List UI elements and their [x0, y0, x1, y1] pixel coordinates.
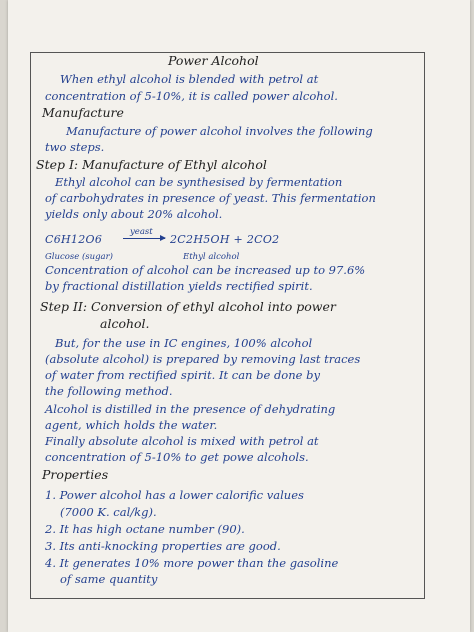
property-4-cont: of same quantity — [60, 572, 158, 586]
step2-line-1: But, for the use in IC engines, 100% alcohol — [55, 336, 313, 350]
property-1: 1. Power alcohol has a lower calorific values — [45, 488, 304, 502]
property-1-cont: (7000 K. cal/kg). — [60, 505, 157, 519]
product-name: Ethyl alcohol — [183, 252, 240, 262]
step1-after-line-1: Concentration of alcohol can be increased up to 97.6% — [45, 263, 366, 277]
manufacture-line-2: two steps. — [45, 140, 105, 154]
notebook-page — [8, 0, 470, 632]
step2-more-line-4: concentration of 5-10% to get powe alcohols. — [45, 450, 309, 464]
reaction-products: 2C2H5OH + 2CO2 — [170, 233, 280, 246]
step2-line-3: of water from rectified spirit. It can be done by — [45, 368, 320, 382]
property-2: 2. It has high octane number (90). — [45, 522, 245, 536]
manufacture-heading: Manufacture — [42, 105, 124, 120]
property-3: 3. Its anti-knocking properties are good. — [45, 539, 281, 553]
step2-heading-line-1: Step II: Conversion of ethyl alcohol into power — [40, 299, 336, 314]
page-title: Power Alcohol — [168, 53, 259, 68]
reaction-arrow-icon — [123, 238, 165, 239]
step1-heading: Step I: Manufacture of Ethyl alcohol — [36, 157, 267, 172]
intro-line-1: When ethyl alcohol is blended with petrol at — [60, 72, 319, 86]
reactant-name: Glucose (sugar) — [45, 252, 113, 262]
step1-line-3: yields only about 20% alcohol. — [45, 207, 223, 221]
properties-heading: Properties — [42, 467, 109, 482]
property-4: 4. It generates 10% more power than the gasoline — [45, 556, 339, 570]
step2-more-line-2: agent, which holds the water. — [45, 418, 218, 432]
step2-line-2: (absolute alcohol) is prepared by removing last traces — [45, 352, 361, 366]
step2-heading-line-2: alcohol. — [100, 316, 150, 331]
reaction-catalyst: yeast — [130, 227, 153, 237]
step2-line-4: the following method. — [45, 384, 173, 398]
step2-more-line-1: Alcohol is distilled in the presence of dehydrating — [45, 402, 336, 416]
intro-line-2: concentration of 5-10%, it is called power alcohol. — [45, 89, 338, 103]
step1-line-1: Ethyl alcohol can be synthesised by fermentation — [55, 175, 343, 189]
step1-after-line-2: by fractional distillation yields rectified spirit. — [45, 279, 313, 293]
reaction-reactant: C6H12O6 — [45, 233, 103, 246]
step2-more-line-3: Finally absolute alcohol is mixed with petrol at — [45, 434, 319, 448]
step1-line-2: of carbohydrates in presence of yeast. This fermentation — [45, 191, 376, 205]
manufacture-line-1: Manufacture of power alcohol involves the following — [66, 124, 373, 138]
